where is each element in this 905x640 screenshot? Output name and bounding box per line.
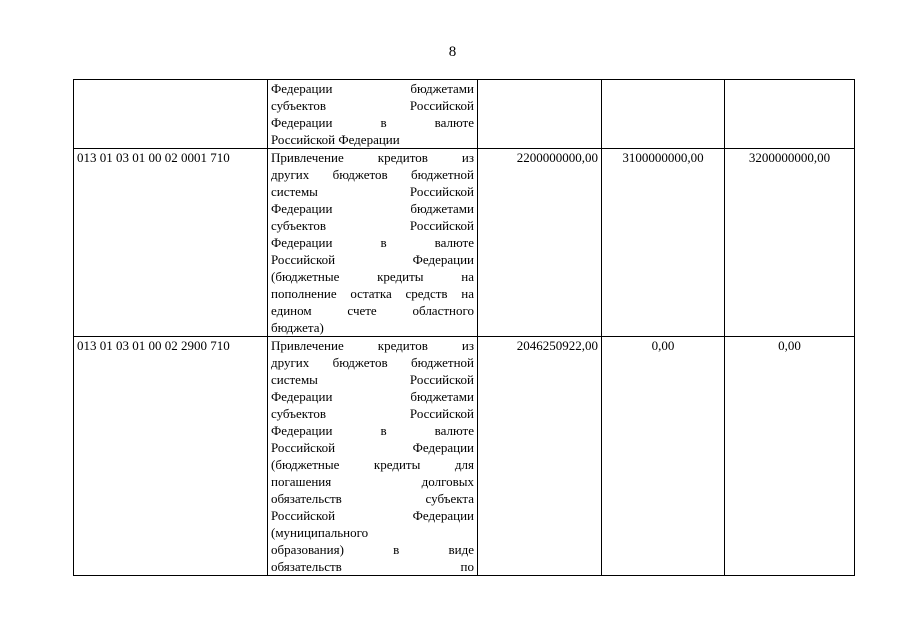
description-cell: [268, 149, 478, 337]
amount-year1-cell: 2200000000,00: [478, 149, 602, 337]
description-line: Федерации бюджетами: [271, 81, 474, 96]
description-cell: [268, 80, 478, 149]
description-line: образования) в виде: [271, 542, 474, 557]
description-line: пополнение остатка средств на: [271, 286, 474, 301]
description-line: Федерации в валюте: [271, 115, 474, 130]
amount-year3-cell: 0,00: [725, 337, 855, 576]
amount-year3-cell: 3200000000,00: [725, 149, 855, 337]
description-line: Федерации в валюте: [271, 423, 474, 438]
description-line: Федерации в валюте: [271, 235, 474, 250]
budget-code-cell: [74, 80, 268, 149]
amount-year3-cell: [725, 80, 855, 149]
description-line: (муниципального: [271, 525, 369, 540]
description-line: погашения долговых: [271, 474, 474, 489]
budget-code-cell: 013 01 03 01 00 02 2900 710: [74, 337, 268, 576]
description-line: Привлечение кредитов из: [271, 150, 474, 165]
description-cell: [268, 337, 478, 576]
description-line: Российской Федерации: [271, 252, 474, 267]
description-line: субъектов Российской: [271, 406, 474, 421]
description-line: других бюджетов бюджетной: [271, 355, 474, 370]
page-number: 8: [448, 44, 457, 60]
description-line: Российской Федерации: [271, 132, 400, 147]
description-line: системы Российской: [271, 372, 474, 387]
description-line: субъектов Российской: [271, 218, 474, 233]
amount-year2-cell: [602, 80, 725, 149]
amount-year2-cell: 3100000000,00: [602, 149, 725, 337]
description-line: обязательств субъекта: [271, 491, 474, 506]
table-row: [74, 337, 855, 576]
description-line: обязательств по: [271, 559, 474, 574]
description-line: Привлечение кредитов из: [271, 338, 474, 353]
amount-year1-cell: 2046250922,00: [478, 337, 602, 576]
table-row: [74, 80, 855, 149]
description-line: едином счете областного: [271, 303, 474, 318]
table-row: [74, 149, 855, 337]
description-line: Федерации бюджетами: [271, 389, 474, 404]
amount-year2-cell: 0,00: [602, 337, 725, 576]
description-line: (бюджетные кредиты на: [271, 269, 474, 284]
description-line: бюджета): [271, 320, 324, 335]
description-line: системы Российской: [271, 184, 474, 199]
budget-sources-table: [73, 79, 855, 576]
description-line: Российской Федерации: [271, 440, 474, 455]
description-line: Федерации бюджетами: [271, 201, 474, 216]
description-line: субъектов Российской: [271, 98, 474, 113]
description-line: других бюджетов бюджетной: [271, 167, 474, 182]
budget-code-cell: 013 01 03 01 00 02 0001 710: [74, 149, 268, 337]
amount-year1-cell: [478, 80, 602, 149]
description-line: Российской Федерации: [271, 508, 474, 523]
description-line: (бюджетные кредиты для: [271, 457, 474, 472]
